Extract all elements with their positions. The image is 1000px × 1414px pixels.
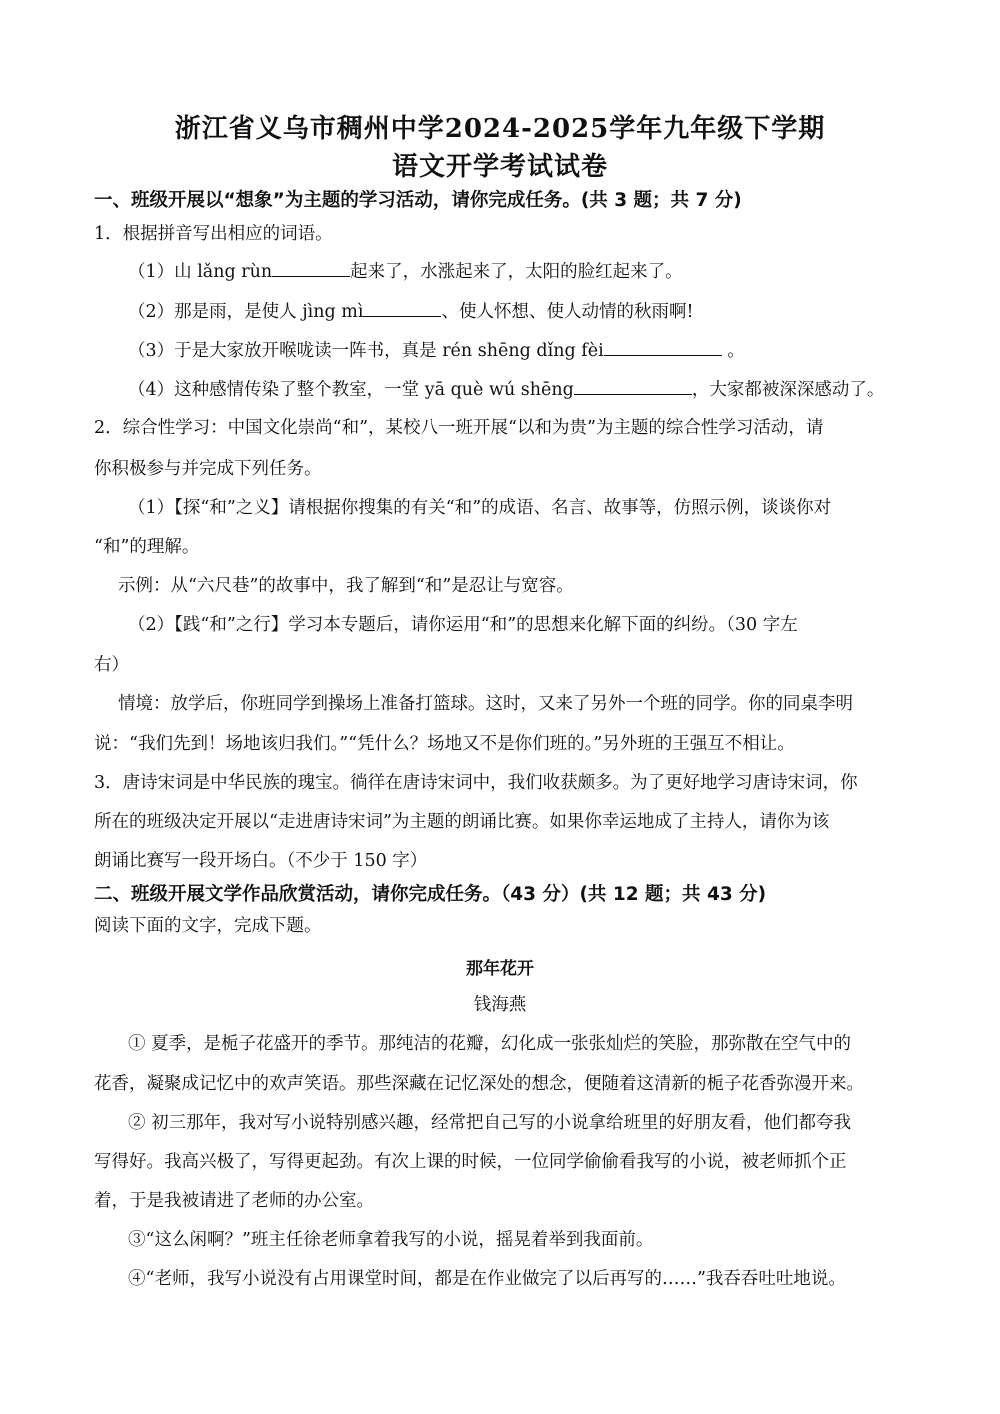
paragraph-1-line1: ① 夏季，是栀子花盛开的季节。那纯洁的花瓣，幻化成一张张灿烂的笑脸，那弥散在空气中的 (128, 1034, 852, 1054)
section2-heading: 二、班级开展文学作品欣赏活动，请你完成任务。（43 分）(共 12 题；共 43 分) (94, 884, 767, 905)
q1-item-2-post: 、使人怀想、使人动情的秋雨啊! (441, 302, 694, 322)
paragraph-2-line3: 着，于是我被请进了老师的办公室。 (94, 1191, 374, 1211)
q2-example: 示例：从“六尺巷”的故事中，我了解到“和”是忍让与宽容。 (118, 576, 574, 596)
article-author: 钱海燕 (473, 995, 527, 1015)
q1-item-4 (128, 376, 884, 401)
q3-line3: 朗诵比赛写一段开场白。（不少于 150 字） (94, 851, 428, 871)
q1-item-2 (128, 298, 694, 323)
q3-line1: 3．唐诗宋词是中华民族的瑰宝。徜徉在唐诗宋词中，我们收获颇多。为了更好地学习唐诗宋词，你 (94, 773, 858, 793)
q1-item-1-pre: （1）山 lǎng rùn (128, 262, 273, 282)
paragraph-2-line2: 写得好。我高兴极了，写得更起劲。有次上课的时候，一位同学偷偷看我写的小说，被老师抓个正 (94, 1152, 847, 1172)
q1-item-4-pre: （4）这种感情传染了整个教室，一堂 yā què wú shēng (128, 380, 574, 400)
paragraph-2-line1: ② 初三那年，我对写小说特别感兴趣，经常把自己写的小说拿给班里的好朋友看，他们都夸我 (128, 1113, 852, 1133)
q1-item-1 (128, 258, 683, 283)
q2-context-line2: 说：“我们先到！场地该归我们。”“凭什么？场地又不是你们班的。”另外班的王强互不相让。 (94, 734, 795, 754)
q1-item-4-post: ，大家都被深深感动了。 (691, 380, 885, 400)
reading-intro: 阅读下面的文字，完成下题。 (94, 916, 322, 936)
q1-item-2-pre: （2）那是雨，是使人 jìng mì (128, 302, 364, 322)
q2-sub1-line2: “和”的理解。 (94, 537, 200, 557)
paragraph-3: ③“这么闲啊？”班主任徐老师拿着我写的小说，摇晃着举到我面前。 (128, 1230, 654, 1250)
exam-title-line2: 语文开学考试试卷 (391, 152, 608, 182)
q2-stem-line1: 2．综合性学习：中国文化崇尚“和”，某校八一班开展“以和为贵”为主题的综合性学习活动，请 (94, 418, 824, 438)
answer-blank[interactable] (272, 275, 350, 277)
q2-sub1-line1: （1）【探“和”之义】请根据你搜集的有关“和”的成语、名言、故事等，仿照示例，谈谈你对 (128, 498, 832, 518)
exam-title-line1: 浙江省义乌市稠州中学2024-2025学年九年级下学期 (174, 114, 826, 144)
paragraph-4: ④“老师，我写小说没有占用课堂时间，都是在作业做完了以后再写的……”我吞吞吐吐地说。 (128, 1269, 846, 1289)
q1-item-1-post: 起来了，水涨起来了，太阳的脸红起来了。 (350, 262, 683, 282)
q2-sub2-line2: 右） (94, 655, 129, 675)
q3-line2: 所在的班级决定开展以“走进唐诗宋词”为主题的朗诵比赛。如果你幸运地成了主持人，请你为该 (94, 812, 830, 832)
q1-item-3-pre: （3）于是大家放开喉咙读一阵书，真是 rén shēng dǐng fèi (128, 341, 604, 361)
section1-heading: 一、班级开展以“想象”为主题的学习活动，请你完成任务。(共 3 题；共 7 分) (94, 190, 742, 211)
article-title: 那年花开 (466, 959, 534, 979)
q2-stem-line2: 你积极参与并完成下列任务。 (94, 459, 322, 479)
q2-sub2-line1: （2）【践“和”之行】学习本专题后，请你运用“和”的思想来化解下面的纠纷。（30 字左 (128, 615, 798, 635)
answer-blank[interactable] (574, 393, 692, 395)
q1-stem: 1．根据拼音写出相应的词语。 (94, 224, 333, 244)
q1-item-3-post: 。 (721, 341, 745, 361)
paragraph-1-line2: 花香，凝聚成记忆中的欢声笑语。那些深藏在记忆深处的想念，便随着这清新的栀子花香弥漫开来。 (94, 1074, 864, 1094)
q2-context-line1: 情境：放学后，你班同学到操场上准备打篮球。这时，又来了另外一个班的同学。你的同桌李明 (118, 694, 853, 714)
q1-item-3 (128, 337, 745, 362)
answer-blank[interactable] (604, 354, 722, 356)
answer-blank[interactable] (363, 315, 441, 317)
